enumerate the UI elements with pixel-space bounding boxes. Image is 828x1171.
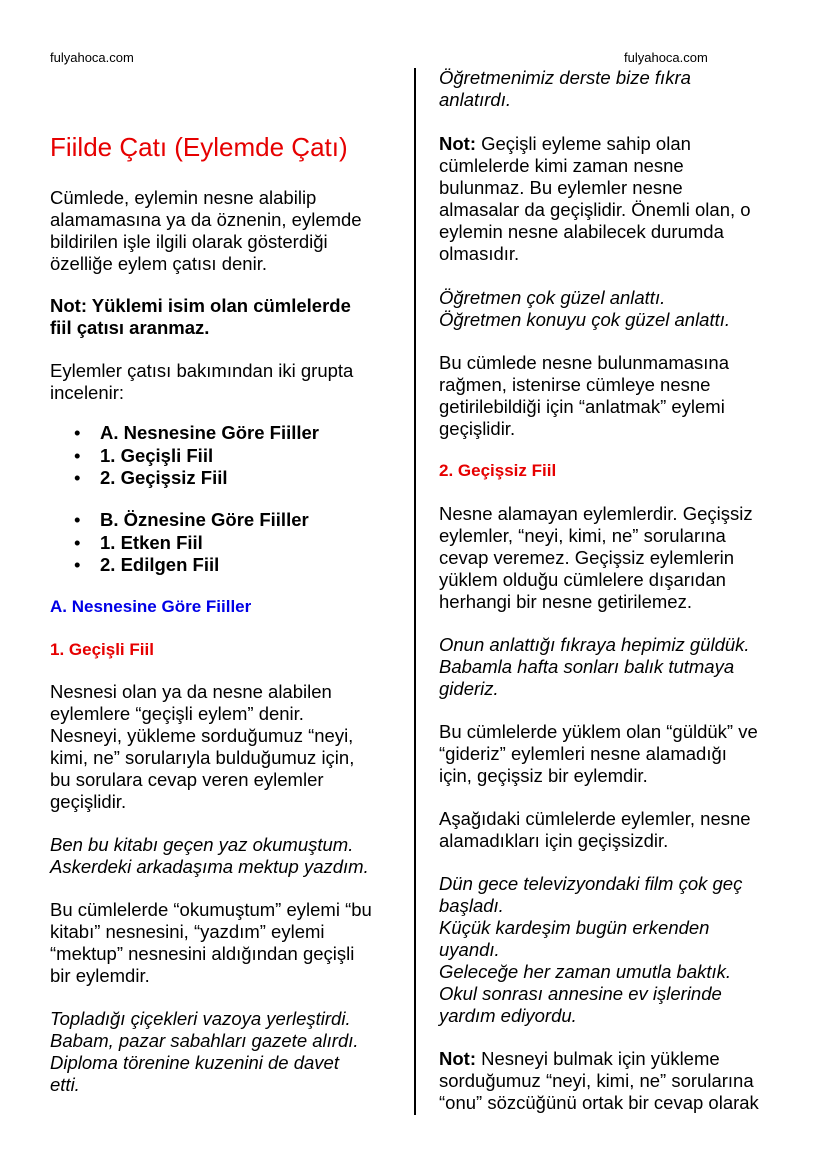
note2-line: “onu” sözcüğünü ortak bir cevap olarak [439,1092,759,1113]
example-line: Dün gece televizyondaki film çok geç [439,873,743,894]
example-line: uyandı. [439,939,500,960]
p4-line: herhangi bir nesne getirilemez. [439,591,692,612]
example-line: yardım ediyordu. [439,1005,577,1026]
example-line: Geleceğe her zaman umutla baktık. [439,961,732,982]
continued-line: Öğretmenimiz derste bize fıkra [439,67,691,88]
example-line: Topladığı çiçekleri vazoya yerleştirdi. [50,1008,351,1029]
example-line: Okul sonrası annesine ev işlerinde [439,983,722,1004]
page-title: Fiilde Çatı (Eylemde Çatı) [50,132,348,162]
example-line: başladı. [439,895,504,916]
example-line: Babamla hafta sonları balık tutmaya [439,656,735,677]
intro-line: özelliğe eylem çatısı denir. [50,253,267,274]
groups-line: incelenir: [50,382,125,403]
p6-line: Aşağıdaki cümlelerde eylemler, nesne [439,808,751,829]
p4-line: Nesne alamayan eylemlerdir. Geçişsiz [439,503,753,524]
p2-line: “mektup” nesnesini aldığından geçişli [50,943,355,964]
section-heading-a: A. Nesnesine Göre Fiiller [50,597,252,616]
list-item: • 1. Geçişli Fiil [50,445,319,468]
note2-line: sorduğumuz “neyi, kimi, ne” sorularına [439,1070,754,1091]
note-line: olmasıdır. [439,243,520,264]
bullet-list-a [50,422,319,490]
note-line: eylemin nesne alabilecek durumda [439,221,724,242]
intro-line: alamamasına ya da öznenin, eylemde [50,209,362,230]
example-line: gideriz. [439,678,499,699]
intro-line: bildirilen işle ilgili olarak gösterdiği [50,231,328,252]
example-line: Öğretmen çok güzel anlattı. [439,287,666,308]
p3-line: Bu cümlede nesne bulunmamasına [439,352,730,373]
note-line [439,133,691,156]
p2-line: Bu cümlelerde “okumuştum” eylemi “bu [50,899,372,920]
example-line: Diploma törenine kuzenini de davet [50,1052,339,1073]
continued-line: anlatırdı. [439,89,511,110]
p3-line: rağmen, istenirse cümleye nesne [439,374,711,395]
note-line: Not: Yüklemi isim olan cümlelerde [50,295,351,316]
example-line: Küçük kardeşim bugün erkenden [439,917,710,938]
example-line: Onun anlattığı fıkraya hepimiz güldük. [439,634,750,655]
header-site-left: fulyahoca.com [50,50,134,65]
note2-line [439,1048,720,1071]
p1-line: eylemlere “geçişli eylem” denir. [50,703,304,724]
note2-label: Not: [439,1048,476,1069]
example-line: etti. [50,1074,80,1095]
p4-line: cevap veremez. Geçişsiz eylemlerin [439,547,735,568]
note-line: fiil çatısı aranmaz. [50,317,210,338]
example-line: Babam, pazar sabahları gazete alırdı. [50,1030,359,1051]
p5-line: Bu cümlelerde yüklem olan “güldük” ve [439,721,758,742]
p5-line: “gideriz” eylemleri nesne alamadığı [439,743,727,764]
p3-line: getirilebildiği için “anlatmak” eylemi [439,396,725,417]
p1-line: Nesnesi olan ya da nesne alabilen [50,681,332,702]
column-divider [414,68,416,1115]
note-line: cümlelerde kimi zaman nesne [439,155,684,176]
p2-line: kitabı” nesnesini, “yazdım” eylemi [50,921,325,942]
p1-line: bu sorulara cevap veren eylemler [50,769,324,790]
list-item: • B. Öznesine Göre Fiiller [50,509,309,532]
p5-line: için, geçişsiz bir eylemdir. [439,765,648,786]
note-line: bulunmaz. Bu eylemler nesne [439,177,683,198]
note-text: Geçişli eyleme sahip olan [475,133,691,154]
p2-line: bir eylemdir. [50,965,150,986]
example-line: Öğretmen konuyu çok güzel anlattı. [439,309,731,330]
p4-line: eylemler, “neyi, kimi, ne” sorularına [439,525,726,546]
note-line: almasalar da geçişlidir. Önemli olan, o [439,199,751,220]
groups-line: Eylemler çatısı bakımından iki grupta [50,360,354,381]
p1-line: kimi, ne” sorularıyla bulduğumuz için, [50,747,355,768]
bullet-list-b [50,509,309,577]
section-heading-2: 2. Geçişsiz Fiil [439,461,557,480]
p3-line: geçişlidir. [439,418,516,439]
p1-line: geçişlidir. [50,791,127,812]
list-item: • 2. Edilgen Fiil [50,554,309,577]
note2-text: Nesneyi bulmak için yükleme [475,1048,720,1069]
list-item: • A. Nesnesine Göre Fiiller [50,422,319,445]
p6-line: alamadıkları için geçişsizdir. [439,830,669,851]
intro-line: Cümlede, eylemin nesne alabilip [50,187,317,208]
list-item: • 2. Geçişsiz Fiil [50,467,319,490]
list-item: • 1. Etken Fiil [50,532,309,555]
header-site-right: fulyahoca.com [624,50,708,65]
note-label: Not: [439,133,476,154]
p4-line: yüklem olduğu cümlelere dışarıdan [439,569,726,590]
example-line: Askerdeki arkadaşıma mektup yazdım. [50,856,369,877]
section-heading-1: 1. Geçişli Fiil [50,640,154,659]
example-line: Ben bu kitabı geçen yaz okumuştum. [50,834,354,855]
p1-line: Nesneyi, yükleme sorduğumuz “neyi, [50,725,354,746]
